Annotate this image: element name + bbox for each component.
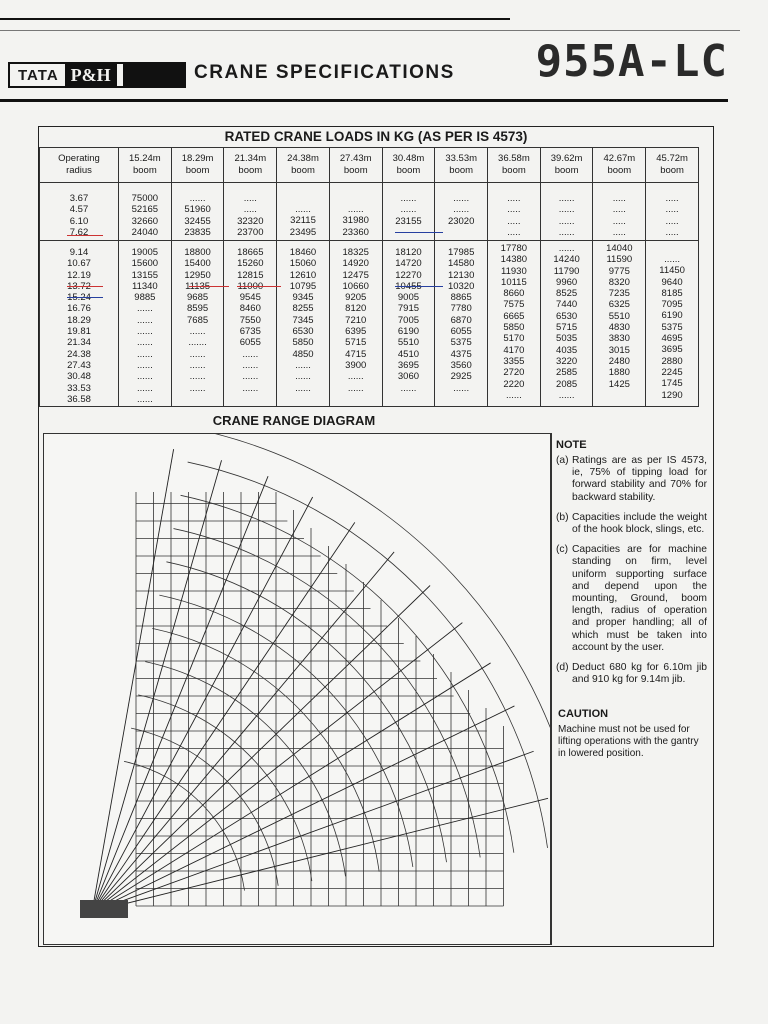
load-cell: ...... 14240 11790 9960 8525 7440 6530 5715 5035 4035 3220 2585 2085 ...... bbox=[540, 241, 593, 407]
load-cell: ..... ..... 32320 23700 bbox=[224, 183, 277, 241]
boom-header: 27.43m boom bbox=[329, 148, 382, 183]
boom-arc bbox=[166, 562, 446, 862]
page-header bbox=[8, 36, 758, 92]
load-cell: ...... 31980 23360 bbox=[329, 183, 382, 241]
load-cell: ...... ...... 23155 bbox=[382, 183, 435, 241]
caution-heading: CAUTION bbox=[558, 708, 609, 721]
boom-line bbox=[92, 460, 222, 912]
note-heading: NOTE bbox=[556, 439, 587, 451]
boom-header: 39.62m boom bbox=[540, 148, 593, 183]
boom-header: 36.58m boom bbox=[488, 148, 541, 183]
boom-header: 42.67m boom bbox=[593, 148, 646, 183]
page-title: CRANE SPECIFICATIONS bbox=[194, 62, 455, 83]
red-underline bbox=[67, 286, 103, 287]
crane-range-diagram bbox=[43, 433, 551, 945]
note-item: (c) Capacities are for machine standing on firm, level uniform supporting surface and depend upon the mounting, Ground, boom length, radius of operation and proper handling; all of which must be taken into account by the user. bbox=[556, 544, 707, 653]
red-underline bbox=[189, 286, 229, 287]
table-header-row bbox=[40, 148, 699, 183]
tata-ph-logo: TATA P&H bbox=[8, 62, 186, 88]
boom-header: 45.72m boom bbox=[646, 148, 699, 183]
load-cell: 19005 15600 13155 11340 9885 ...... ...... ...... ...... ...... ...... ...... ...... ...... bbox=[119, 241, 172, 407]
load-cell: ...... ...... ...... ...... bbox=[540, 183, 593, 241]
notes-panel bbox=[551, 433, 713, 945]
top-rule-2 bbox=[0, 30, 740, 31]
load-cell: 17985 14580 12130 10320 8865 7780 6870 6055 5375 4375 3560 2925 ...... bbox=[435, 241, 488, 407]
red-underline bbox=[237, 286, 281, 287]
boom-header: 18.29m boom bbox=[171, 148, 224, 183]
boom-line bbox=[92, 449, 174, 912]
boom-line bbox=[92, 552, 394, 912]
table-row bbox=[40, 183, 699, 241]
boom-arc bbox=[145, 662, 345, 877]
note-item: (b) Capacities include the weight of the hook block, slings, etc. bbox=[556, 511, 707, 536]
crane-body bbox=[80, 900, 128, 918]
red-underline bbox=[67, 235, 103, 236]
load-cell: 18800 15400 12950 11135 9685 8595 7685 ...... ....... ...... ...... ...... ...... bbox=[171, 241, 224, 407]
load-cell: 75000 52165 32660 24040 bbox=[119, 183, 172, 241]
note-item: (d) Deduct 680 kg for 6.10m jib and 910 kg for 9.14m jib. bbox=[556, 662, 707, 686]
boom-line bbox=[92, 751, 534, 912]
header-rule bbox=[0, 99, 728, 102]
model-number: 955A-LC bbox=[535, 36, 728, 87]
blue-underline bbox=[395, 232, 443, 233]
boom-line bbox=[92, 497, 313, 912]
boom-arc bbox=[188, 462, 548, 848]
radius-header: Operating radius bbox=[40, 148, 119, 183]
boom-line bbox=[92, 476, 268, 912]
boom-line bbox=[92, 623, 462, 912]
load-cell: 18325 14920 12475 10660 9205 8120 7210 6395 5715 4715 3900 ...... ...... bbox=[329, 241, 382, 407]
load-cell: 17780 14380 11930 10115 8660 7575 6665 5850 5170 4170 3355 2720 2220 ...... bbox=[488, 241, 541, 407]
load-cell: 18460 15060 12610 10795 9345 8255 7345 6530 5850 4850 ...... ...... ...... bbox=[277, 241, 330, 407]
load-cell: ...... ...... 23020 bbox=[435, 183, 488, 241]
radius-cell: 9.14 10.67 12.19 13.72 15.24 16.76 18.29 19.81 21.34 24.38 27.43 30.48 33.53 36.58 bbox=[40, 241, 119, 407]
boom-header: 30.48m boom bbox=[382, 148, 435, 183]
load-table bbox=[39, 147, 699, 407]
diagram-title: CRANE RANGE DIAGRAM bbox=[212, 413, 376, 428]
blue-underline bbox=[395, 286, 443, 287]
load-cell: ...... 11450 9640 8185 7095 6190 5375 4695 3695 2880 2245 1745 1290 bbox=[646, 241, 699, 407]
spec-frame bbox=[38, 126, 714, 947]
load-cell: ..... ..... ..... ..... bbox=[646, 183, 699, 241]
caution-text: Machine must not be used for lifting operations with the gantry in lowered position. bbox=[558, 724, 699, 760]
table-row bbox=[40, 241, 699, 407]
top-rule bbox=[0, 18, 510, 20]
boom-arc bbox=[152, 628, 379, 871]
boom-arc bbox=[181, 495, 514, 852]
boom-header: 21.34m boom bbox=[224, 148, 277, 183]
load-cell: ..... ..... ..... ..... bbox=[488, 183, 541, 241]
load-cell: ...... 32115 23495 bbox=[277, 183, 330, 241]
boom-header: 24.38m boom bbox=[277, 148, 330, 183]
boom-arc bbox=[174, 529, 481, 858]
load-cell: 18665 15260 12815 11000 9545 8460 7550 6735 6055 ...... ...... ...... ...... bbox=[224, 241, 277, 407]
note-list bbox=[552, 455, 713, 686]
load-table-title: RATED CRANE LOADS IN KG (AS PER IS 4573) bbox=[224, 129, 528, 144]
boom-arc bbox=[195, 434, 550, 843]
load-cell: ...... 51960 32455 23835 bbox=[171, 183, 224, 241]
boom-line bbox=[92, 663, 491, 912]
boom-header: 15.24m boom bbox=[119, 148, 172, 183]
range-chart bbox=[44, 434, 550, 944]
load-cell: 14040 11590 9775 8320 7235 6325 5510 4830 3830 3015 2480 1880 1425 bbox=[593, 241, 646, 407]
boom-header: 33.53m boom bbox=[435, 148, 488, 183]
note-item: (a) Ratings are as per IS 4573, ie, 75% of tipping load for forward stability and 70% for backward stability. bbox=[556, 455, 707, 503]
load-cell: ..... ..... ..... ..... bbox=[593, 183, 646, 241]
load-cell: 18120 14720 12270 10455 9005 7915 7005 6190 5510 4510 3695 3060 ...... bbox=[382, 241, 435, 407]
radius-cell: 3.67 4.57 6.10 7.62 bbox=[40, 183, 119, 241]
blue-underline bbox=[67, 297, 103, 298]
